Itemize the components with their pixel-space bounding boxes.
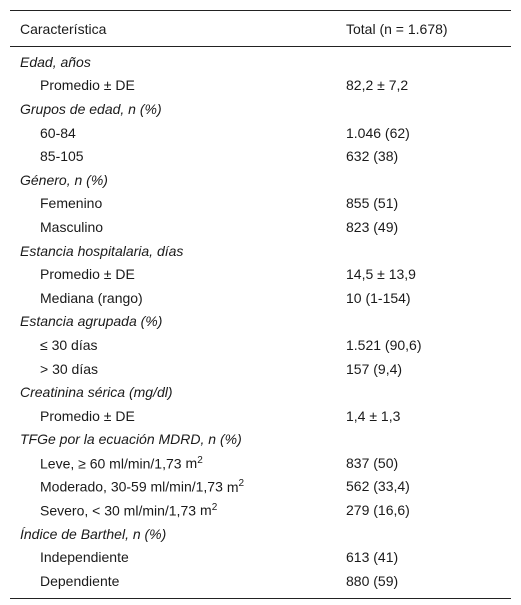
label-text: Masculino <box>40 218 104 235</box>
superscript: 2 <box>211 501 218 513</box>
unit-text: m <box>185 455 198 472</box>
table-row <box>10 545 511 569</box>
row-value: 279 (16,6) <box>346 502 410 519</box>
row-label <box>10 408 346 424</box>
label-text: Índice de Barthel, n (%) <box>20 525 167 542</box>
table-header <box>10 11 511 47</box>
label-text: Estancia agrupada (%) <box>20 313 163 330</box>
section-row <box>10 380 511 404</box>
unit-text: m <box>226 478 239 495</box>
characteristics-table <box>10 10 511 599</box>
row-label <box>10 148 346 164</box>
row-label <box>10 125 346 141</box>
unit-text: m <box>200 502 212 519</box>
row-label <box>10 195 346 211</box>
section-label <box>10 101 346 117</box>
section-row <box>10 97 511 121</box>
table-row <box>10 475 511 499</box>
section-row <box>10 310 511 334</box>
section-label <box>10 54 346 70</box>
label-text: Creatinina sérica (mg/dl) <box>20 384 173 401</box>
row-value: 1.521 (90,6) <box>346 336 422 353</box>
label-text: 60-84 <box>40 124 76 141</box>
row-value: 880 (59) <box>346 572 399 589</box>
table-row <box>10 192 511 216</box>
label-text: Grupos de edad, n (%) <box>20 100 162 117</box>
label-text: Femenino <box>40 195 103 212</box>
label-text: Edad, años <box>20 53 91 70</box>
section-label <box>10 313 346 329</box>
label-text: Promedio ± DE <box>40 266 135 283</box>
table-row <box>10 121 511 145</box>
row-value: 562 (33,4) <box>346 478 410 495</box>
label-text: Moderado, 30-59 ml/min/1,73 <box>40 478 223 495</box>
label-text: Género, n (%) <box>20 171 108 188</box>
table-row <box>10 451 511 475</box>
row-label <box>10 337 346 353</box>
table-body <box>10 50 511 593</box>
section-label <box>10 384 346 400</box>
section-row <box>10 239 511 263</box>
label-text: Independiente <box>40 549 129 566</box>
label-text: ≤ 30 días <box>40 336 98 353</box>
section-row <box>10 522 511 546</box>
row-label <box>10 361 346 377</box>
table-row <box>10 144 511 168</box>
row-value: 837 (50) <box>346 454 399 471</box>
table-row <box>10 357 511 381</box>
row-value: 1,4 ± 1,3 <box>346 407 401 424</box>
table-row <box>10 569 511 593</box>
label-text: TFGe por la ecuación MDRD, n (%) <box>20 431 242 448</box>
section-row <box>10 428 511 452</box>
section-label <box>10 172 346 188</box>
label-text: Promedio ± DE <box>40 77 135 94</box>
header-characteristic: Característica <box>20 20 107 37</box>
label-text: Promedio ± DE <box>40 407 135 424</box>
row-value: 632 (38) <box>346 148 399 165</box>
row-value: 855 (51) <box>346 195 399 212</box>
row-value: 1.046 (62) <box>346 124 410 141</box>
label-text: Severo, < 30 ml/min/1,73 <box>40 502 197 519</box>
label-text: Leve, ≥ 60 ml/min/1,73 <box>40 455 182 472</box>
section-label <box>10 431 346 447</box>
label-text: 85-105 <box>40 148 84 165</box>
row-label <box>10 219 346 235</box>
superscript: 2 <box>197 454 203 466</box>
table-row <box>10 215 511 239</box>
table-row <box>10 74 511 98</box>
section-row <box>10 50 511 74</box>
row-label <box>10 77 346 93</box>
table-row <box>10 333 511 357</box>
section-label <box>10 243 346 259</box>
table-row <box>10 498 511 522</box>
row-label <box>10 573 346 589</box>
table-row <box>10 286 511 310</box>
table-row <box>10 262 511 286</box>
row-label <box>10 455 346 472</box>
row-value: 82,2 ± 7,2 <box>346 77 409 94</box>
header-total: Total (n = 1.678) <box>346 20 448 37</box>
label-text: Dependiente <box>40 572 120 589</box>
row-label <box>10 478 346 495</box>
row-value: 823 (49) <box>346 218 399 235</box>
row-value: 14,5 ± 13,9 <box>346 266 416 283</box>
section-label <box>10 526 346 542</box>
row-label <box>10 549 346 565</box>
section-row <box>10 168 511 192</box>
row-label <box>10 266 346 282</box>
row-label <box>10 502 346 519</box>
row-value: 157 (9,4) <box>346 360 403 377</box>
row-label <box>10 290 346 306</box>
superscript: 2 <box>238 478 245 490</box>
table-row <box>10 404 511 428</box>
label-text: Mediana (rango) <box>40 289 143 306</box>
row-value: 10 (1-154) <box>346 289 411 306</box>
label-text: Estancia hospitalaria, días <box>20 242 184 259</box>
row-value: 613 (41) <box>346 549 399 566</box>
label-text: > 30 días <box>40 360 98 377</box>
